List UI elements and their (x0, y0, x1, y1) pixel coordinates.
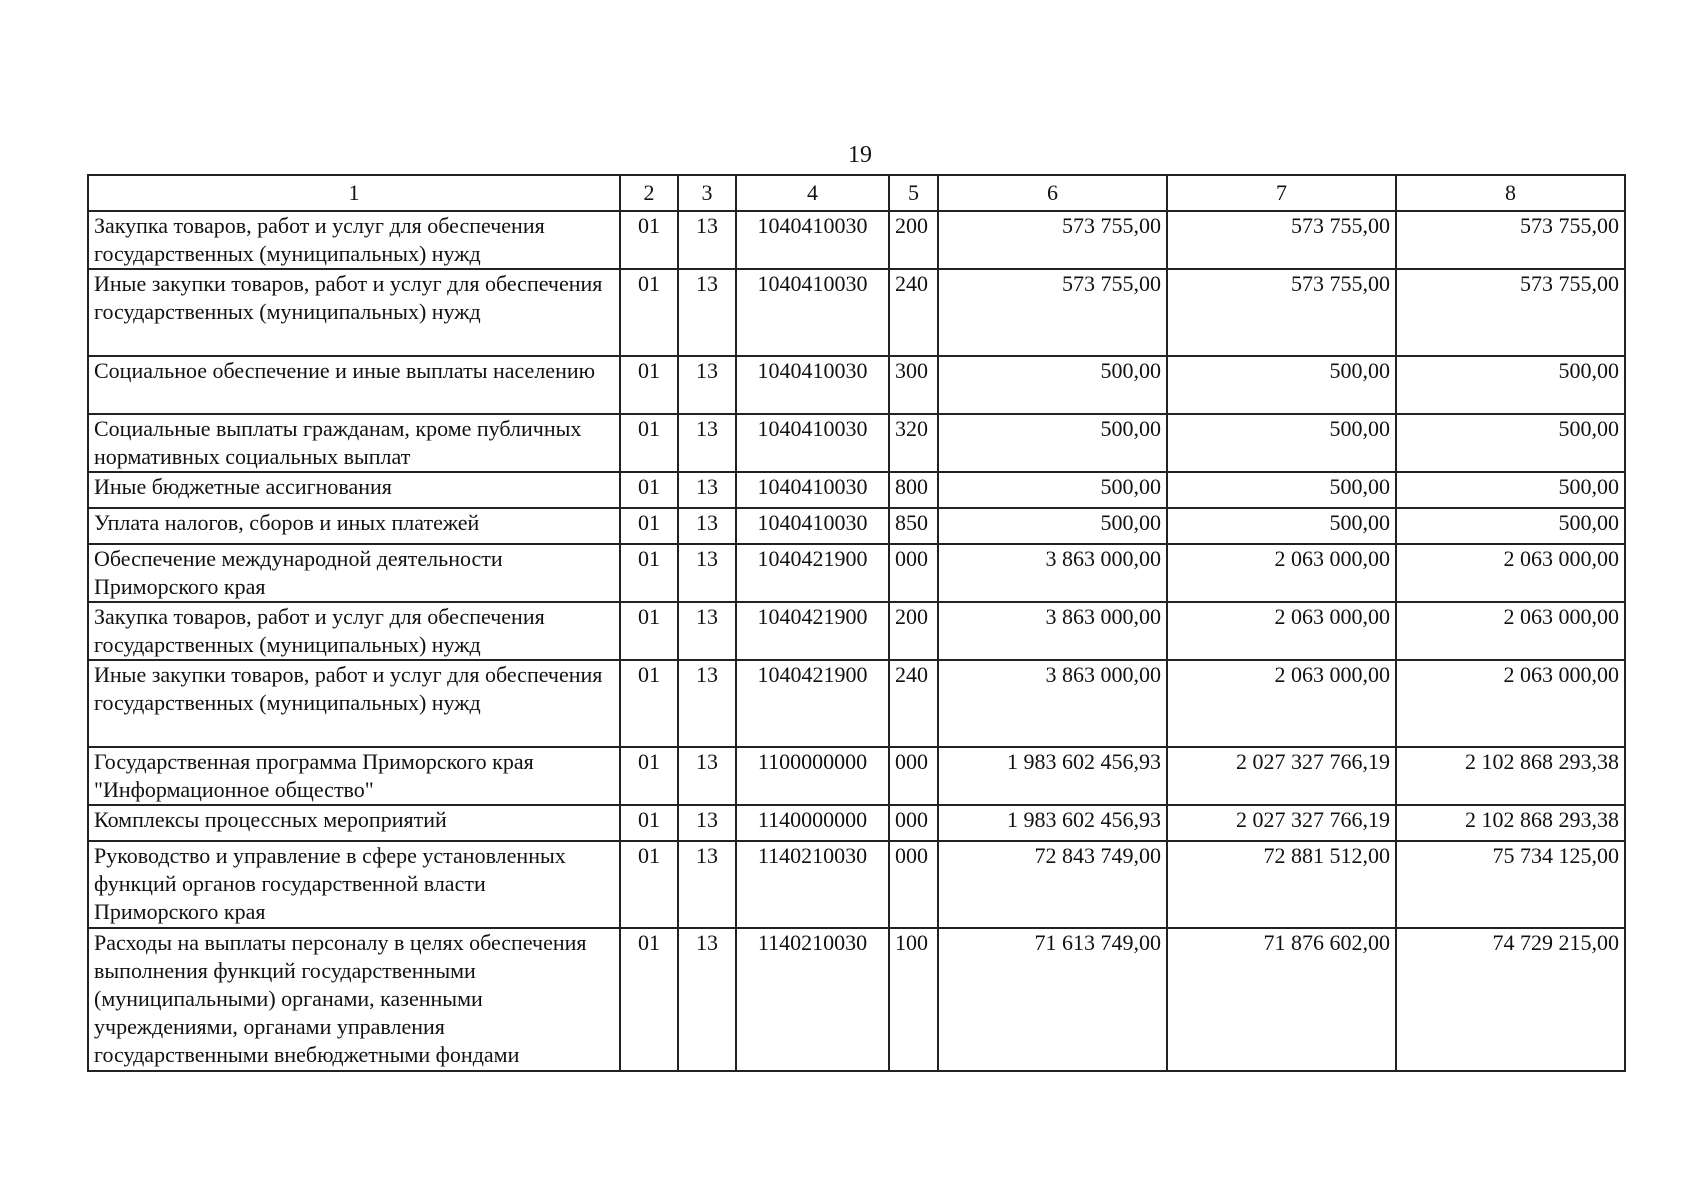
target-article-code: 1040410030 (736, 508, 889, 544)
amount-col8: 573 755,00 (1396, 269, 1625, 356)
amount-col7: 573 755,00 (1167, 211, 1396, 269)
amount-col8: 500,00 (1396, 508, 1625, 544)
section-code: 01 (620, 805, 678, 841)
amount-col7: 500,00 (1167, 472, 1396, 508)
expense-type-code: 000 (889, 841, 938, 928)
amount-col8: 500,00 (1396, 472, 1625, 508)
row-name: Иные бюджетные ассигнования (88, 472, 620, 508)
table-row (88, 472, 1625, 508)
subsection-code: 13 (678, 269, 736, 356)
amount-col6: 500,00 (938, 508, 1167, 544)
target-article-code: 1040410030 (736, 472, 889, 508)
expense-type-code: 800 (889, 472, 938, 508)
budget-table (87, 174, 1626, 1072)
expense-type-code: 200 (889, 211, 938, 269)
row-name: Комплексы процессных мероприятий (88, 805, 620, 841)
expense-type-code: 000 (889, 805, 938, 841)
amount-col6: 72 843 749,00 (938, 841, 1167, 928)
section-code: 01 (620, 841, 678, 928)
section-code: 01 (620, 508, 678, 544)
subsection-code: 13 (678, 472, 736, 508)
amount-col8: 573 755,00 (1396, 211, 1625, 269)
table-row (88, 356, 1625, 414)
subsection-code: 13 (678, 544, 736, 602)
row-name: Закупка товаров, работ и услуг для обеспечения государственных (муниципальных) нужд (88, 211, 620, 269)
table-row (88, 841, 1625, 928)
target-article-code: 1040410030 (736, 211, 889, 269)
row-name: Уплата налогов, сборов и иных платежей (88, 508, 620, 544)
column-header: 1 (88, 175, 620, 211)
column-header: 5 (889, 175, 938, 211)
amount-col6: 3 863 000,00 (938, 660, 1167, 747)
amount-col7: 2 063 000,00 (1167, 544, 1396, 602)
subsection-code: 13 (678, 805, 736, 841)
amount-col8: 75 734 125,00 (1396, 841, 1625, 928)
expense-type-code: 240 (889, 269, 938, 356)
section-code: 01 (620, 472, 678, 508)
amount-col7: 2 063 000,00 (1167, 660, 1396, 747)
subsection-code: 13 (678, 508, 736, 544)
expense-type-code: 300 (889, 356, 938, 414)
table-row (88, 928, 1625, 1071)
subsection-code: 13 (678, 414, 736, 472)
amount-col7: 500,00 (1167, 508, 1396, 544)
amount-col8: 2 063 000,00 (1396, 544, 1625, 602)
column-header: 6 (938, 175, 1167, 211)
table-row (88, 414, 1625, 472)
target-article-code: 1040410030 (736, 269, 889, 356)
amount-col7: 2 027 327 766,19 (1167, 747, 1396, 805)
section-code: 01 (620, 928, 678, 1071)
subsection-code: 13 (678, 211, 736, 269)
amount-col6: 573 755,00 (938, 269, 1167, 356)
column-header: 8 (1396, 175, 1625, 211)
amount-col6: 3 863 000,00 (938, 544, 1167, 602)
table-row (88, 747, 1625, 805)
row-name: Обеспечение международной деятельности Приморского края (88, 544, 620, 602)
target-article-code: 1100000000 (736, 747, 889, 805)
row-name: Иные закупки товаров, работ и услуг для обеспечения государственных (муниципальных) нужд (88, 660, 620, 747)
amount-col8: 500,00 (1396, 414, 1625, 472)
amount-col8: 74 729 215,00 (1396, 928, 1625, 1071)
table-row (88, 269, 1625, 356)
row-name: Закупка товаров, работ и услуг для обеспечения государственных (муниципальных) нужд (88, 602, 620, 660)
section-code: 01 (620, 211, 678, 269)
column-header: 4 (736, 175, 889, 211)
table-body (88, 211, 1625, 1071)
table-row (88, 805, 1625, 841)
header-row (88, 175, 1625, 211)
row-name: Социальные выплаты гражданам, кроме публичных нормативных социальных выплат (88, 414, 620, 472)
subsection-code: 13 (678, 841, 736, 928)
target-article-code: 1140000000 (736, 805, 889, 841)
amount-col7: 71 876 602,00 (1167, 928, 1396, 1071)
amount-col8: 2 063 000,00 (1396, 602, 1625, 660)
table-row (88, 602, 1625, 660)
target-article-code: 1040410030 (736, 414, 889, 472)
expense-type-code: 100 (889, 928, 938, 1071)
subsection-code: 13 (678, 747, 736, 805)
target-article-code: 1040410030 (736, 356, 889, 414)
column-header: 2 (620, 175, 678, 211)
amount-col7: 72 881 512,00 (1167, 841, 1396, 928)
amount-col7: 2 063 000,00 (1167, 602, 1396, 660)
target-article-code: 1140210030 (736, 928, 889, 1071)
column-header: 3 (678, 175, 736, 211)
target-article-code: 1040421900 (736, 544, 889, 602)
amount-col6: 3 863 000,00 (938, 602, 1167, 660)
amount-col6: 1 983 602 456,93 (938, 747, 1167, 805)
row-name: Руководство и управление в сфере установленных функций органов государственной власти Приморского края (88, 841, 620, 928)
amount-col8: 2 102 868 293,38 (1396, 805, 1625, 841)
subsection-code: 13 (678, 356, 736, 414)
amount-col8: 500,00 (1396, 356, 1625, 414)
target-article-code: 1040421900 (736, 602, 889, 660)
expense-type-code: 000 (889, 747, 938, 805)
subsection-code: 13 (678, 928, 736, 1071)
expense-type-code: 200 (889, 602, 938, 660)
amount-col6: 71 613 749,00 (938, 928, 1167, 1071)
section-code: 01 (620, 356, 678, 414)
row-name: Расходы на выплаты персоналу в целях обеспечения выполнения функций государственными (муниципальными) органами, казенными учреждениями, органами управления государственными внебюджетными фондами (88, 928, 620, 1071)
amount-col7: 2 027 327 766,19 (1167, 805, 1396, 841)
amount-col6: 500,00 (938, 414, 1167, 472)
row-name: Государственная программа Приморского края "Информационное общество" (88, 747, 620, 805)
subsection-code: 13 (678, 660, 736, 747)
table-header (88, 175, 1625, 211)
row-name: Социальное обеспечение и иные выплаты населению (88, 356, 620, 414)
table-row (88, 544, 1625, 602)
expense-type-code: 240 (889, 660, 938, 747)
amount-col8: 2 063 000,00 (1396, 660, 1625, 747)
amount-col6: 1 983 602 456,93 (938, 805, 1167, 841)
column-header: 7 (1167, 175, 1396, 211)
section-code: 01 (620, 269, 678, 356)
expense-type-code: 320 (889, 414, 938, 472)
target-article-code: 1140210030 (736, 841, 889, 928)
table-row (88, 660, 1625, 747)
section-code: 01 (620, 602, 678, 660)
table-row (88, 508, 1625, 544)
expense-type-code: 850 (889, 508, 938, 544)
section-code: 01 (620, 660, 678, 747)
table-row (88, 211, 1625, 269)
expense-type-code: 000 (889, 544, 938, 602)
amount-col7: 500,00 (1167, 356, 1396, 414)
amount-col7: 500,00 (1167, 414, 1396, 472)
row-name: Иные закупки товаров, работ и услуг для обеспечения государственных (муниципальных) нужд (88, 269, 620, 356)
amount-col8: 2 102 868 293,38 (1396, 747, 1625, 805)
section-code: 01 (620, 414, 678, 472)
target-article-code: 1040421900 (736, 660, 889, 747)
amount-col6: 500,00 (938, 472, 1167, 508)
amount-col7: 573 755,00 (1167, 269, 1396, 356)
section-code: 01 (620, 544, 678, 602)
subsection-code: 13 (678, 602, 736, 660)
amount-col6: 573 755,00 (938, 211, 1167, 269)
amount-col6: 500,00 (938, 356, 1167, 414)
page-number: 19 (848, 142, 872, 168)
section-code: 01 (620, 747, 678, 805)
